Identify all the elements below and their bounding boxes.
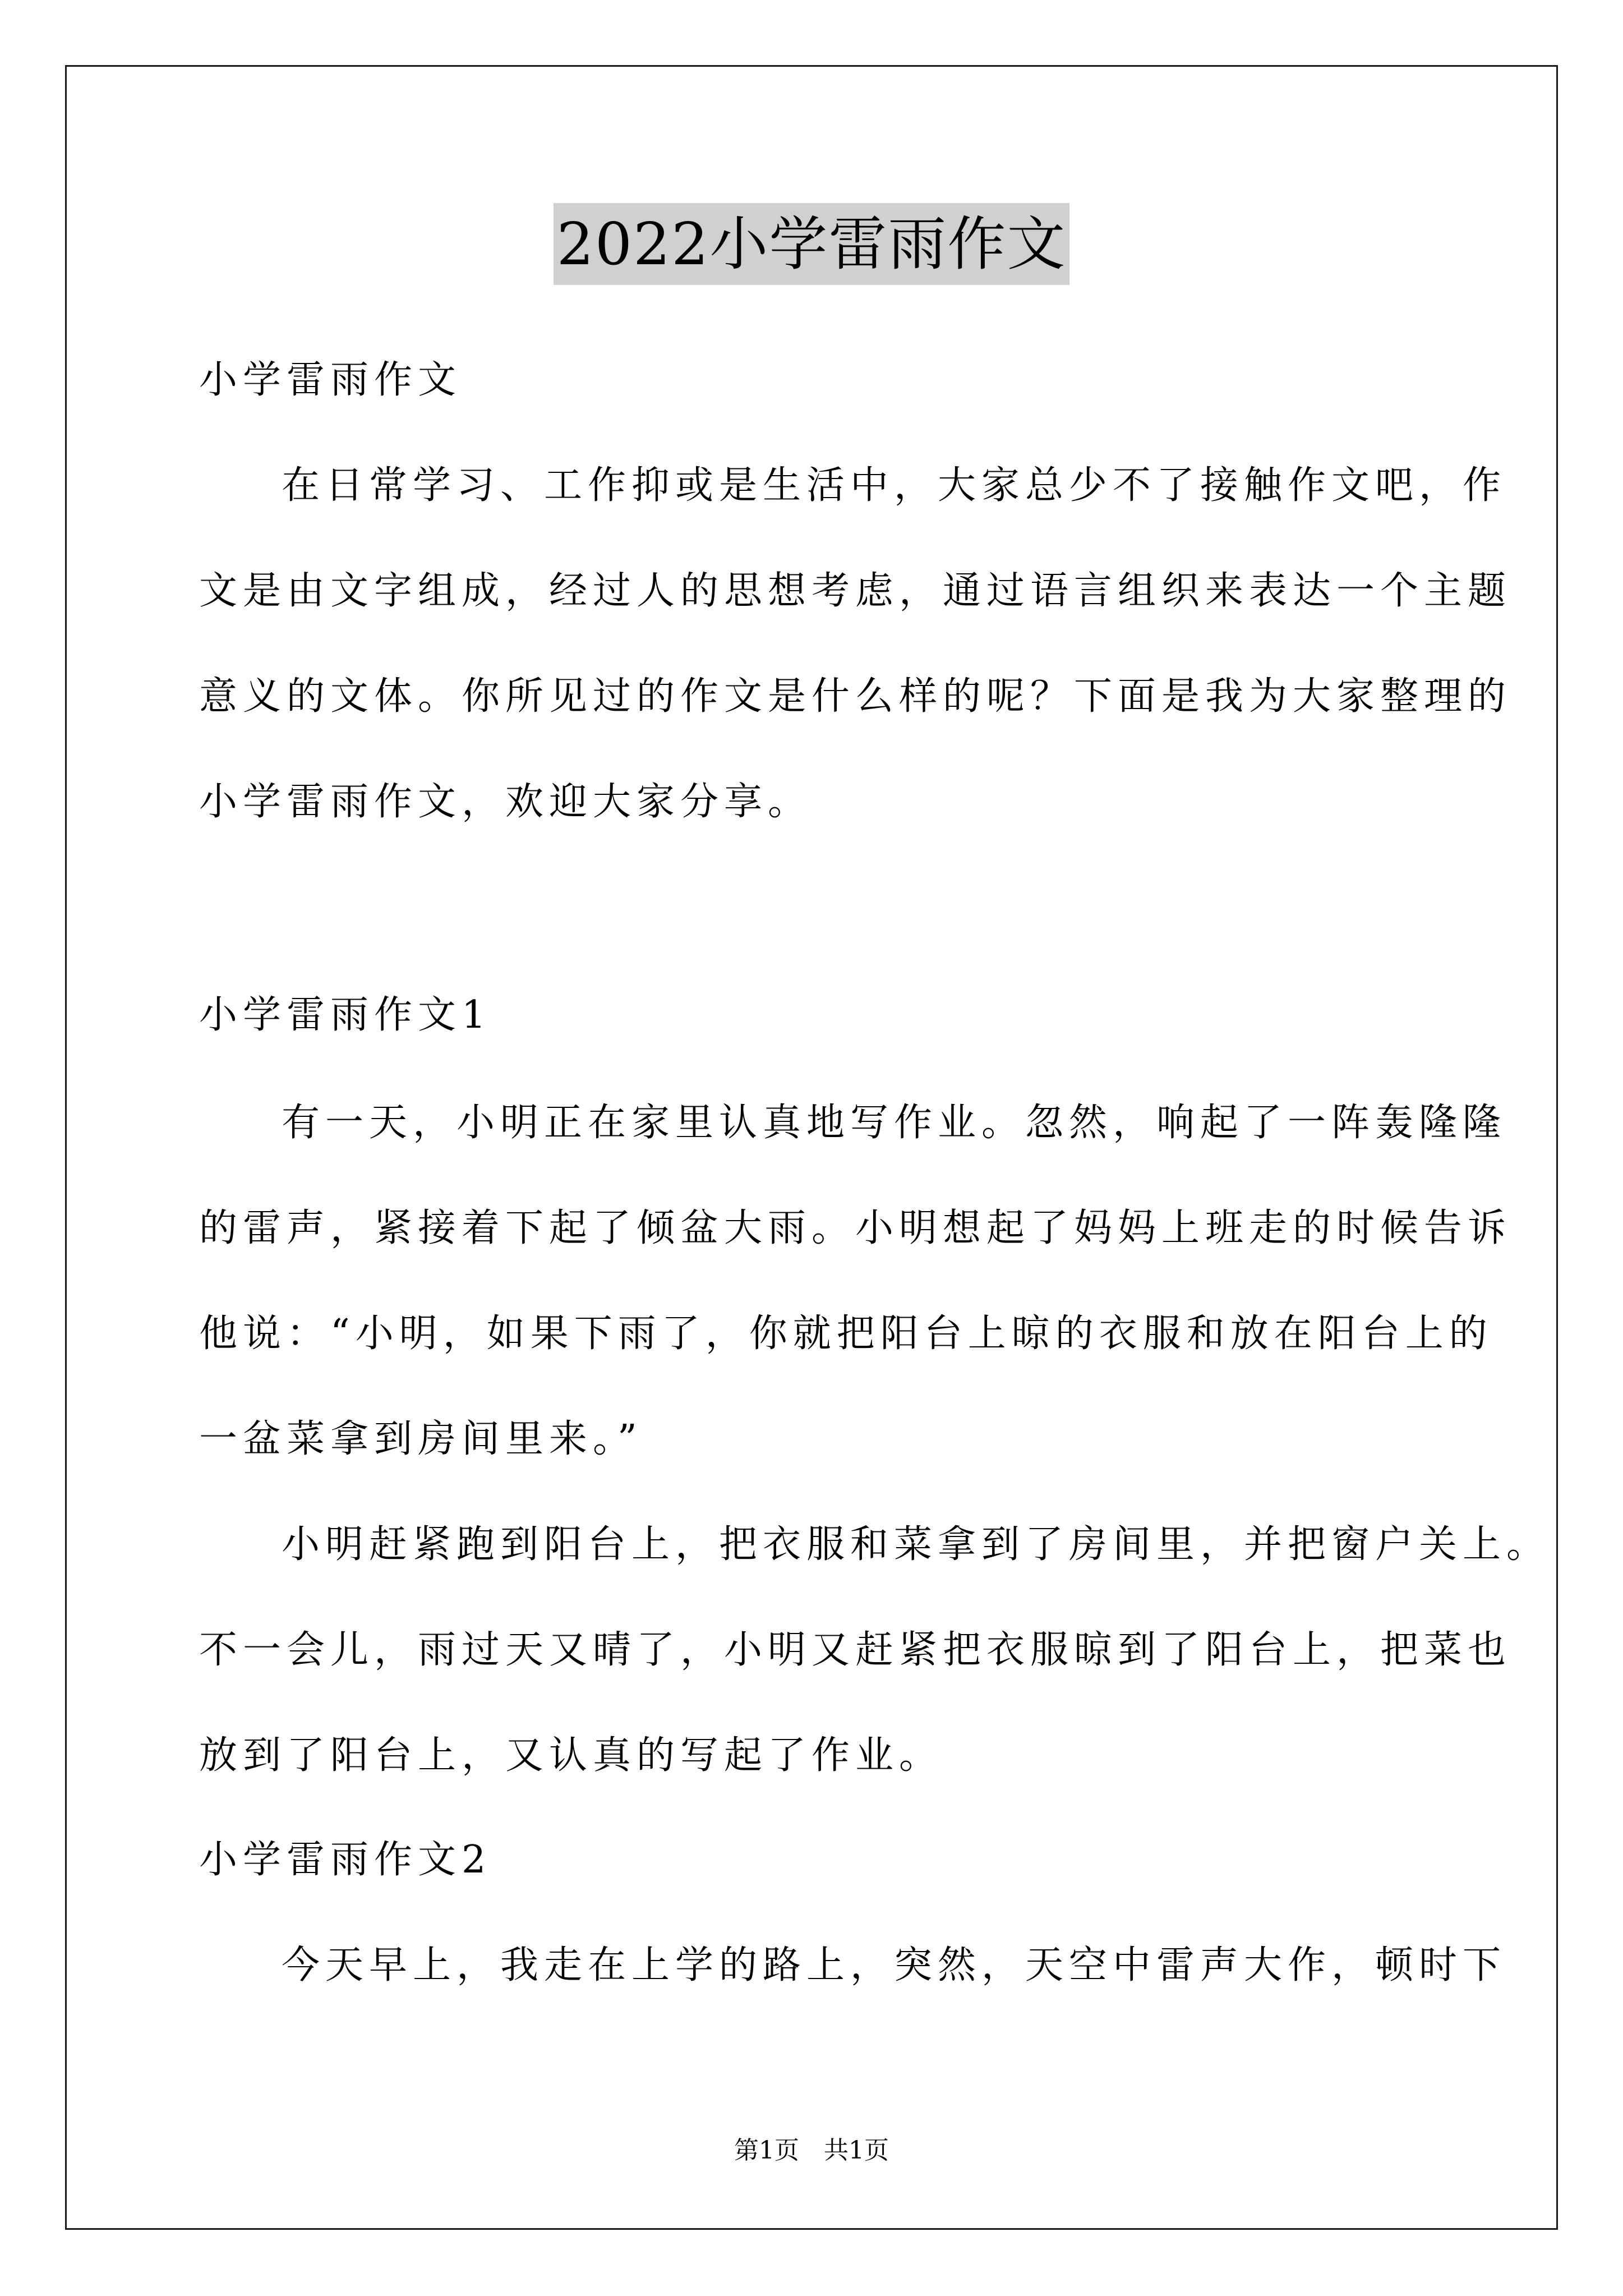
paragraph-line: 他说：“小明，如果下雨了，你就把阳台上晾的衣服和放在阳台上的: [199, 1312, 1493, 1356]
paragraph-line: 不一会儿，雨过天又晴了，小明又赶紧把衣服晾到了阳台上，把菜也: [199, 1628, 1512, 1672]
title-container: [0, 203, 1623, 285]
paragraph-line: 小明赶紧跑到阳台上，把衣服和菜拿到了房间里，并把窗户关上。: [282, 1522, 1551, 1567]
paragraph-line: 小学雷雨作文，欢迎大家分享。: [199, 780, 812, 824]
paragraph-line: 的雷声，紧接着下起了倾盆大雨。小明想起了妈妈上班走的时候告诉: [199, 1206, 1512, 1250]
section-heading: 小学雷雨作文1: [199, 993, 492, 1037]
paragraph-line: 有一天，小明正在家里认真地写作业。忽然，响起了一阵轰隆隆: [282, 1101, 1507, 1145]
paragraph-line: 在日常学习、工作抑或是生活中，大家总少不了接触作文吧，作: [282, 463, 1507, 508]
paragraph-line: 文是由文字组成，经过人的思想考虑，通过语言组织来表达一个主题: [199, 569, 1512, 613]
section-heading: 小学雷雨作文: [199, 358, 462, 402]
document-title: 2022小学雷雨作文: [554, 203, 1070, 285]
paragraph-line: 今天早上，我走在上学的路上，突然，天空中雷声大作，顿时下: [282, 1943, 1507, 1987]
paragraph-line: 放到了阳台上，又认真的写起了作业。: [199, 1733, 943, 1778]
page-footer: 第1页 共1页: [734, 2136, 889, 2165]
section-heading: 小学雷雨作文2: [199, 1838, 492, 1882]
paragraph-line: 一盆菜拿到房间里来。”: [199, 1417, 643, 1461]
paragraph-line: 意义的文体。你所见过的作文是什么样的呢？下面是我为大家整理的: [199, 674, 1512, 719]
